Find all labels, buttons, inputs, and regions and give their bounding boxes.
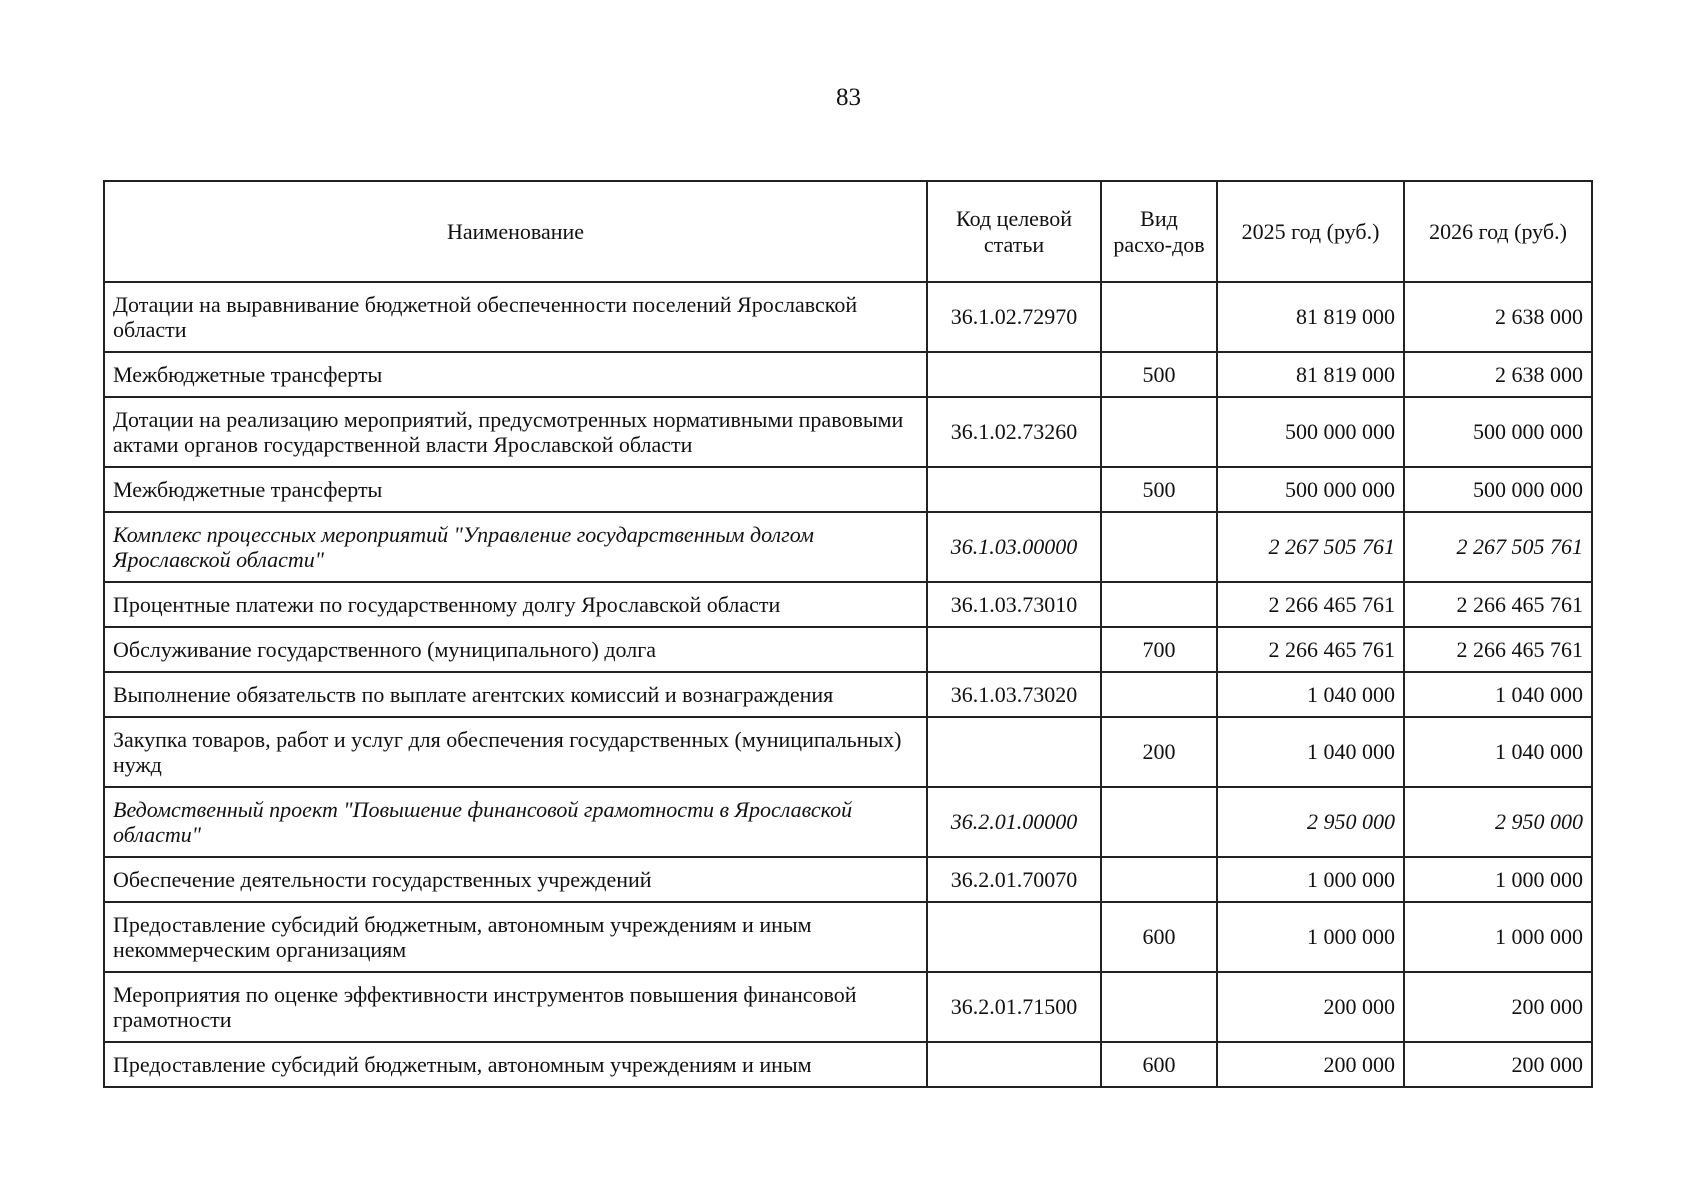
table-row	[104, 582, 1592, 627]
row-kind	[1101, 397, 1217, 467]
row-kind	[1101, 787, 1217, 857]
table-row	[104, 972, 1592, 1042]
row-code	[927, 1042, 1101, 1087]
row-name: Обслуживание государственного (муниципального) долга	[104, 627, 927, 672]
row-code: 36.1.03.00000	[927, 512, 1101, 582]
row-2026: 1 040 000	[1404, 672, 1592, 717]
table-row	[104, 352, 1592, 397]
row-2025: 500 000 000	[1217, 467, 1404, 512]
row-2026: 2 267 505 761	[1404, 512, 1592, 582]
row-kind	[1101, 512, 1217, 582]
row-2025: 2 950 000	[1217, 787, 1404, 857]
row-code: 36.1.02.72970	[927, 282, 1101, 352]
row-kind: 700	[1101, 627, 1217, 672]
row-2026: 2 266 465 761	[1404, 627, 1592, 672]
row-kind	[1101, 582, 1217, 627]
row-code	[927, 627, 1101, 672]
row-kind	[1101, 857, 1217, 902]
row-code	[927, 717, 1101, 787]
budget-table	[103, 180, 1593, 1088]
row-kind: 200	[1101, 717, 1217, 787]
table-row	[104, 672, 1592, 717]
row-name: Обеспечение деятельности государственных учреждений	[104, 857, 927, 902]
table-row	[104, 902, 1592, 972]
row-2025: 2 266 465 761	[1217, 582, 1404, 627]
table-row	[104, 717, 1592, 787]
row-2025: 1 040 000	[1217, 717, 1404, 787]
row-name: Ведомственный проект "Повышение финансовой грамотности в Ярославской области"	[104, 787, 927, 857]
row-name: Предоставление субсидий бюджетным, автономным учреждениям и иным некоммерческим организациям	[104, 902, 927, 972]
table-row	[104, 857, 1592, 902]
header-code: Код целевой статьи	[927, 181, 1101, 282]
row-2025: 500 000 000	[1217, 397, 1404, 467]
row-code: 36.2.01.70070	[927, 857, 1101, 902]
row-name: Закупка товаров, работ и услуг для обеспечения государственных (муниципальных) нужд	[104, 717, 927, 787]
row-2025: 2 266 465 761	[1217, 627, 1404, 672]
row-2026: 1 040 000	[1404, 717, 1592, 787]
row-code	[927, 467, 1101, 512]
row-2026: 200 000	[1404, 1042, 1592, 1087]
table-row	[104, 282, 1592, 352]
table-row-section	[104, 512, 1592, 582]
row-2025: 1 040 000	[1217, 672, 1404, 717]
row-kind	[1101, 672, 1217, 717]
row-code	[927, 902, 1101, 972]
row-2026: 2 266 465 761	[1404, 582, 1592, 627]
row-2026: 200 000	[1404, 972, 1592, 1042]
row-name: Предоставление субсидий бюджетным, автономным учреждениям и иным	[104, 1042, 927, 1087]
table-row	[104, 627, 1592, 672]
row-name: Комплекс процессных мероприятий "Управление государственным долгом Ярославской области"	[104, 512, 927, 582]
row-name: Процентные платежи по государственному долгу Ярославской области	[104, 582, 927, 627]
row-2026: 2 950 000	[1404, 787, 1592, 857]
row-name: Выполнение обязательств по выплате агентских комиссий и вознаграждения	[104, 672, 927, 717]
row-2025: 200 000	[1217, 972, 1404, 1042]
row-2026: 2 638 000	[1404, 352, 1592, 397]
row-kind: 600	[1101, 902, 1217, 972]
row-name: Дотации на выравнивание бюджетной обеспеченности поселений Ярославской области	[104, 282, 927, 352]
row-kind	[1101, 282, 1217, 352]
row-name: Межбюджетные трансферты	[104, 467, 927, 512]
row-code	[927, 352, 1101, 397]
row-2025: 1 000 000	[1217, 902, 1404, 972]
row-code: 36.1.03.73020	[927, 672, 1101, 717]
table-row-section	[104, 787, 1592, 857]
row-name: Дотации на реализацию мероприятий, предусмотренных нормативными правовыми актами органов государственной власти Ярославской области	[104, 397, 927, 467]
row-2026: 1 000 000	[1404, 902, 1592, 972]
row-2025: 2 267 505 761	[1217, 512, 1404, 582]
row-2026: 1 000 000	[1404, 857, 1592, 902]
row-code: 36.2.01.71500	[927, 972, 1101, 1042]
row-2025: 81 819 000	[1217, 282, 1404, 352]
table-row	[104, 1042, 1592, 1087]
row-name: Мероприятия по оценке эффективности инструментов повышения финансовой грамотности	[104, 972, 927, 1042]
row-2025: 1 000 000	[1217, 857, 1404, 902]
page-number: 83	[836, 84, 861, 111]
table-row	[104, 467, 1592, 512]
row-2026: 2 638 000	[1404, 282, 1592, 352]
row-2026: 500 000 000	[1404, 467, 1592, 512]
row-kind: 600	[1101, 1042, 1217, 1087]
row-code: 36.2.01.00000	[927, 787, 1101, 857]
row-kind	[1101, 972, 1217, 1042]
header-2026: 2026 год (руб.)	[1404, 181, 1592, 282]
row-name: Межбюджетные трансферты	[104, 352, 927, 397]
row-kind: 500	[1101, 352, 1217, 397]
row-2025: 200 000	[1217, 1042, 1404, 1087]
row-2026: 500 000 000	[1404, 397, 1592, 467]
header-2025: 2025 год (руб.)	[1217, 181, 1404, 282]
table-header-row	[104, 181, 1592, 282]
row-code: 36.1.02.73260	[927, 397, 1101, 467]
row-kind: 500	[1101, 467, 1217, 512]
header-kind: Вид расхо-дов	[1101, 181, 1217, 282]
row-code: 36.1.03.73010	[927, 582, 1101, 627]
table-row	[104, 397, 1592, 467]
row-2025: 81 819 000	[1217, 352, 1404, 397]
header-name: Наименование	[104, 181, 927, 282]
